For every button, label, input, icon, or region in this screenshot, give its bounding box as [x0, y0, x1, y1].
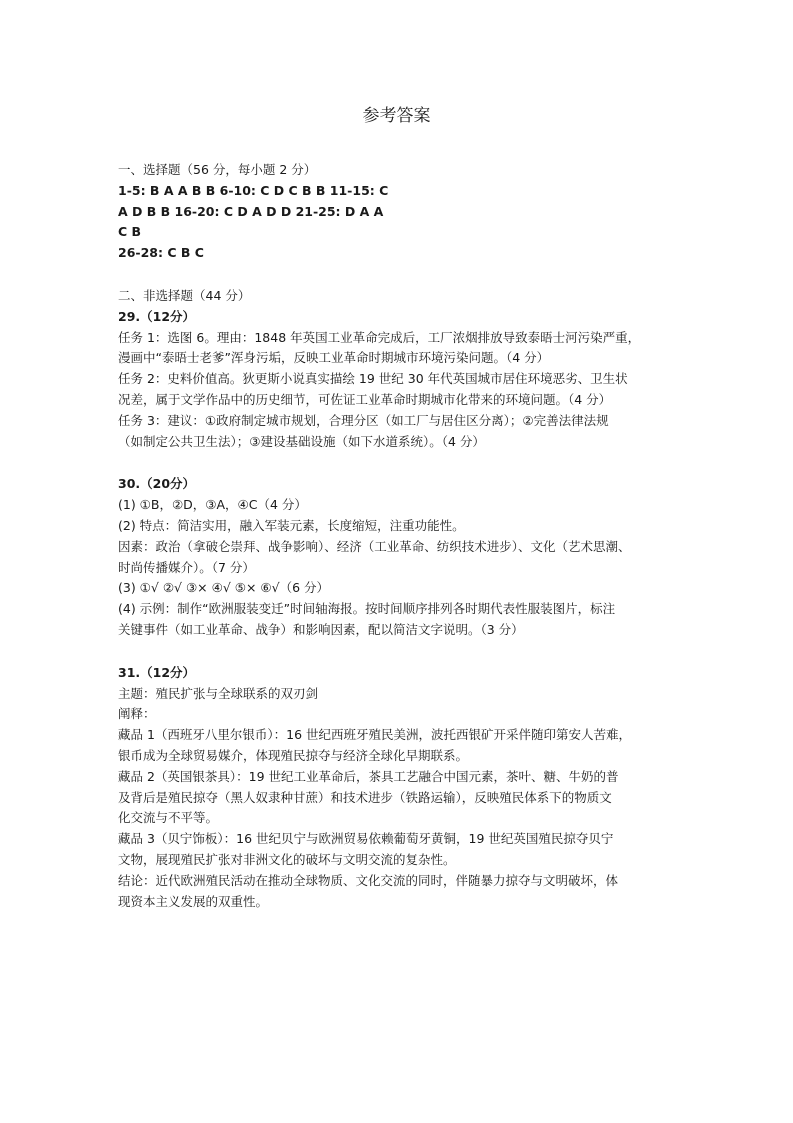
question-31 [118, 663, 698, 913]
q31-line: 结论：近代欧洲殖民活动在推动全球物质、文化交流的同时，伴随暴力掠夺与文明破坏，体 [118, 872, 619, 888]
q30-line: 关键事件（如工业革命、战争）和影响因素，配以简洁文字说明。（3 分） [118, 621, 524, 637]
question-29-header: 29.（12分） [118, 308, 196, 324]
choice-answers-line-1: 1-5: B A A B B 6-10: C D C B B 11-15: C [118, 182, 389, 198]
section-non-choice [118, 286, 698, 912]
question-30 [118, 474, 698, 640]
q31-line: 藏品 1（西班牙八里尔银币）：16 世纪西班牙殖民美洲，波托西银矿开采伴随印第安人苦难， [118, 727, 632, 743]
answer-content [118, 160, 698, 912]
section-multiple-choice [118, 160, 698, 264]
q31-line: 藏品 3（贝宁饰板）：16 世纪贝宁与欧洲贸易依赖葡萄牙黄铜，19 世纪英国殖民掠夺贝宁 [118, 831, 614, 847]
q30-line: (2) 特点：简洁实用，融入军装元素，长度缩短，注重功能性。 [118, 517, 465, 533]
q31-line: 及背后是殖民掠夺（黑人奴隶种甘蔗）和技术进步（铁路运输），反映殖民体系下的物质文 [118, 789, 612, 805]
q30-line: (1) ①B，②D，③A，④C（4 分） [118, 497, 307, 513]
q30-line: 因素：政治（拿破仑崇拜、战争影响）、经济（工业革命、纺织技术进步）、文化（艺术思潮、 [118, 538, 631, 554]
q31-line: 现资本主义发展的双重性。 [118, 893, 269, 909]
q30-line: 时尚传播媒介）。（7 分） [118, 559, 255, 575]
page-title: 参考答案 [362, 106, 431, 126]
choice-answers-line-3: C B [118, 224, 142, 240]
question-30-header: 30.（20分） [118, 476, 196, 492]
q29-line: 任务 2：史料价值高。狄更斯小说真实描绘 19 世纪 30 年代英国城市居住环境恶劣、卫生状 [118, 371, 628, 387]
q31-line: 阐释： [118, 706, 156, 722]
section-heading-choice: 一、选择题（56 分，每小题 2 分） [118, 162, 317, 177]
choice-answers-line-4: 26-28: C B C [118, 245, 204, 261]
q29-line: （如制定公共卫生法）；③建设基础设施（如下水道系统）。（4 分） [118, 433, 485, 449]
q31-line: 文物，展现殖民扩张对非洲文化的破坏与文明交流的复杂性。 [118, 851, 456, 867]
q30-line: (4) 示例：制作“欧洲服装变迁”时间轴海报。按时间顺序排列各时期代表性服装图片，标注 [118, 601, 616, 617]
q31-line: 主题：殖民扩张与全球联系的双刃剑 [118, 685, 319, 701]
q29-line: 漫画中“泰晤士老爹”浑身污垢，反映工业革命时期城市环境污染问题。（4 分） [118, 350, 550, 366]
q29-line: 任务 3：建议：①政府制定城市规划，合理分区（如工厂与居住区分离）；②完善法律法规 [118, 412, 609, 428]
section-heading-non-choice: 二、非选择题（44 分） [118, 287, 251, 303]
q30-line: (3) ①√ ②√ ③× ④√ ⑤× ⑥√（6 分） [118, 580, 330, 596]
question-31-header: 31.（12分） [118, 664, 196, 680]
q29-line: 况差，属于文学作品中的历史细节，可佐证工业革命时期城市化带来的环境问题。（4 分） [118, 391, 612, 407]
q31-line: 银币成为全球贸易媒介，体现殖民掠夺与经济全球化早期联系。 [118, 747, 469, 763]
q31-line: 藏品 2（英国银茶具）：19 世纪工业革命后，茶具工艺融合中国元素，茶叶、糖、牛奶的普 [118, 768, 619, 784]
q31-line: 化交流与不平等。 [118, 810, 219, 826]
question-29 [118, 307, 698, 453]
q29-line: 任务 1：选图 6。理由：1848 年英国工业革命完成后，工厂浓烟排放导致泰晤士河污染严重， [118, 329, 641, 345]
choice-answers-line-2: A D B B 16-20: C D A D D 21-25: D A A [118, 203, 384, 219]
